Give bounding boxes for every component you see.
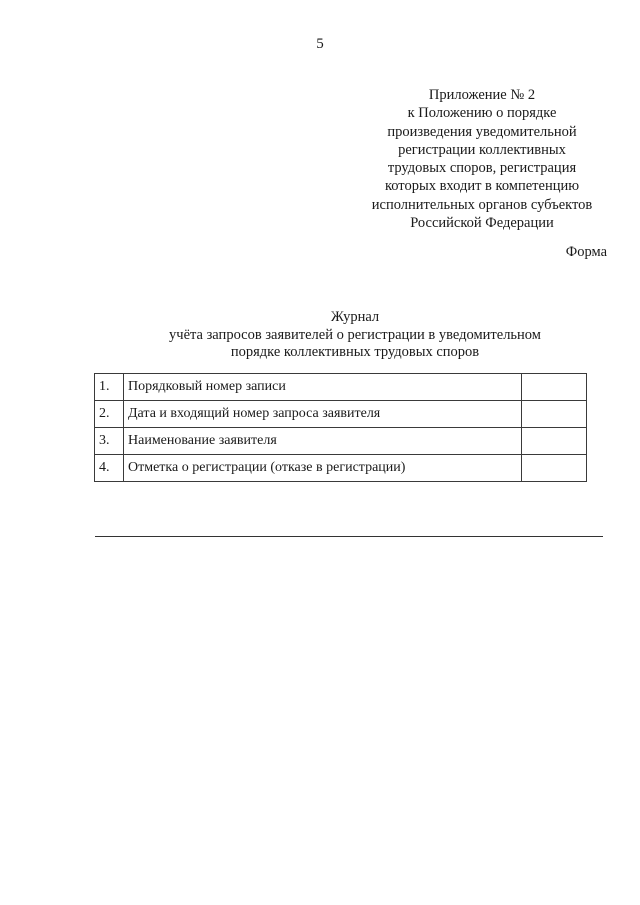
appendix-line: регистрации коллективных xyxy=(398,141,566,158)
row-value[interactable] xyxy=(522,455,587,482)
journal-title: Журнал xyxy=(330,309,380,325)
appendix-line: Российской Федерации xyxy=(410,215,554,232)
table-row xyxy=(95,374,587,401)
appendix-line: которых входит в компетенцию xyxy=(384,178,580,195)
appendix-line: к Положению о порядке xyxy=(407,105,557,122)
appendix-line: исполнительных органов субъектов xyxy=(371,196,593,213)
appendix-line: трудовых споров, регистрация xyxy=(387,160,577,177)
form-label: Форма xyxy=(565,244,607,260)
appendix-header xyxy=(352,86,612,232)
row-value[interactable] xyxy=(522,374,587,401)
row-label: Наименование заявителя xyxy=(124,428,522,455)
row-value[interactable] xyxy=(522,428,587,455)
row-value[interactable] xyxy=(522,401,587,428)
page-number: 5 xyxy=(316,36,324,52)
row-label: Дата и входящий номер запроса заявителя xyxy=(124,401,522,428)
row-number: 2. xyxy=(95,401,124,428)
row-number: 1. xyxy=(95,374,124,401)
row-label: Порядковый номер записи xyxy=(124,374,522,401)
journal-subtitle: учёта запросов заявителей о регистрации в уведомительном xyxy=(169,326,541,343)
journal-table xyxy=(94,373,587,482)
journal-heading xyxy=(80,309,630,362)
appendix-title: Приложение № 2 xyxy=(428,87,536,103)
bottom-divider xyxy=(95,536,603,537)
row-label: Отметка о регистрации (отказе в регистрации) xyxy=(124,455,522,482)
table-row xyxy=(95,428,587,455)
table-row xyxy=(95,455,587,482)
journal-subtitle: порядке коллективных трудовых споров xyxy=(230,344,480,360)
appendix-line: произведения уведомительной xyxy=(387,123,577,140)
row-number: 3. xyxy=(95,428,124,455)
table-row xyxy=(95,401,587,428)
row-number: 4. xyxy=(95,455,124,482)
